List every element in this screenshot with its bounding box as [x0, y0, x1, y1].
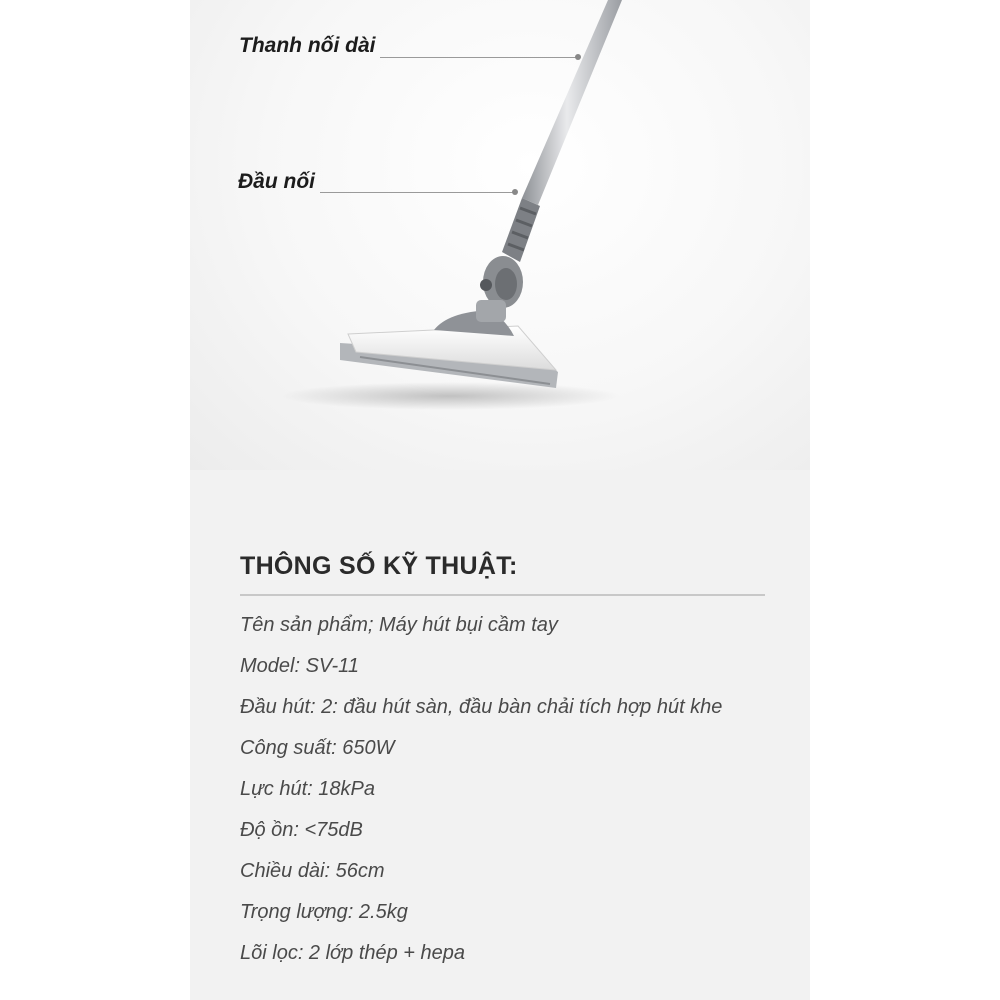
specs-divider: [240, 594, 765, 596]
spec-suction-heads: Đầu hút: 2: đầu hút sàn, đầu bàn chải tích hợp hút khe: [240, 696, 723, 718]
spec-filter: Lõi lọc: 2 lớp thép + hepa: [240, 942, 466, 964]
callout-line-rod: [380, 57, 580, 58]
product-image: [190, 0, 810, 470]
spec-product-name: Tên sản phẩm; Máy hút bụi cầm tay: [240, 614, 558, 636]
callout-line-connector: [320, 192, 516, 193]
flex-joint: [480, 198, 540, 308]
floor-shadow: [280, 382, 620, 410]
callout-dot-connector: [512, 189, 518, 195]
floor-head: [340, 300, 558, 388]
spec-suction-force: Lực hút: 18kPa: [240, 778, 375, 800]
extension-rod: [522, 0, 622, 205]
vacuum-illustration: [190, 0, 810, 470]
spec-noise: Độ ồn: <75dB: [240, 819, 363, 841]
callout-connector: Đầu nối: [238, 170, 315, 193]
specs-section: [240, 548, 765, 979]
specs-title: THÔNG SỐ KỸ THUẬT:: [240, 552, 518, 580]
spec-length: Chiều dài: 56cm: [240, 860, 385, 882]
callout-dot-rod: [575, 54, 581, 60]
spec-weight: Trọng lượng: 2.5kg: [240, 901, 408, 923]
spec-model: Model: SV-11: [240, 655, 359, 677]
callout-extension-rod: Thanh nối dài: [239, 34, 376, 57]
spec-power: Công suất: 650W: [240, 737, 395, 759]
